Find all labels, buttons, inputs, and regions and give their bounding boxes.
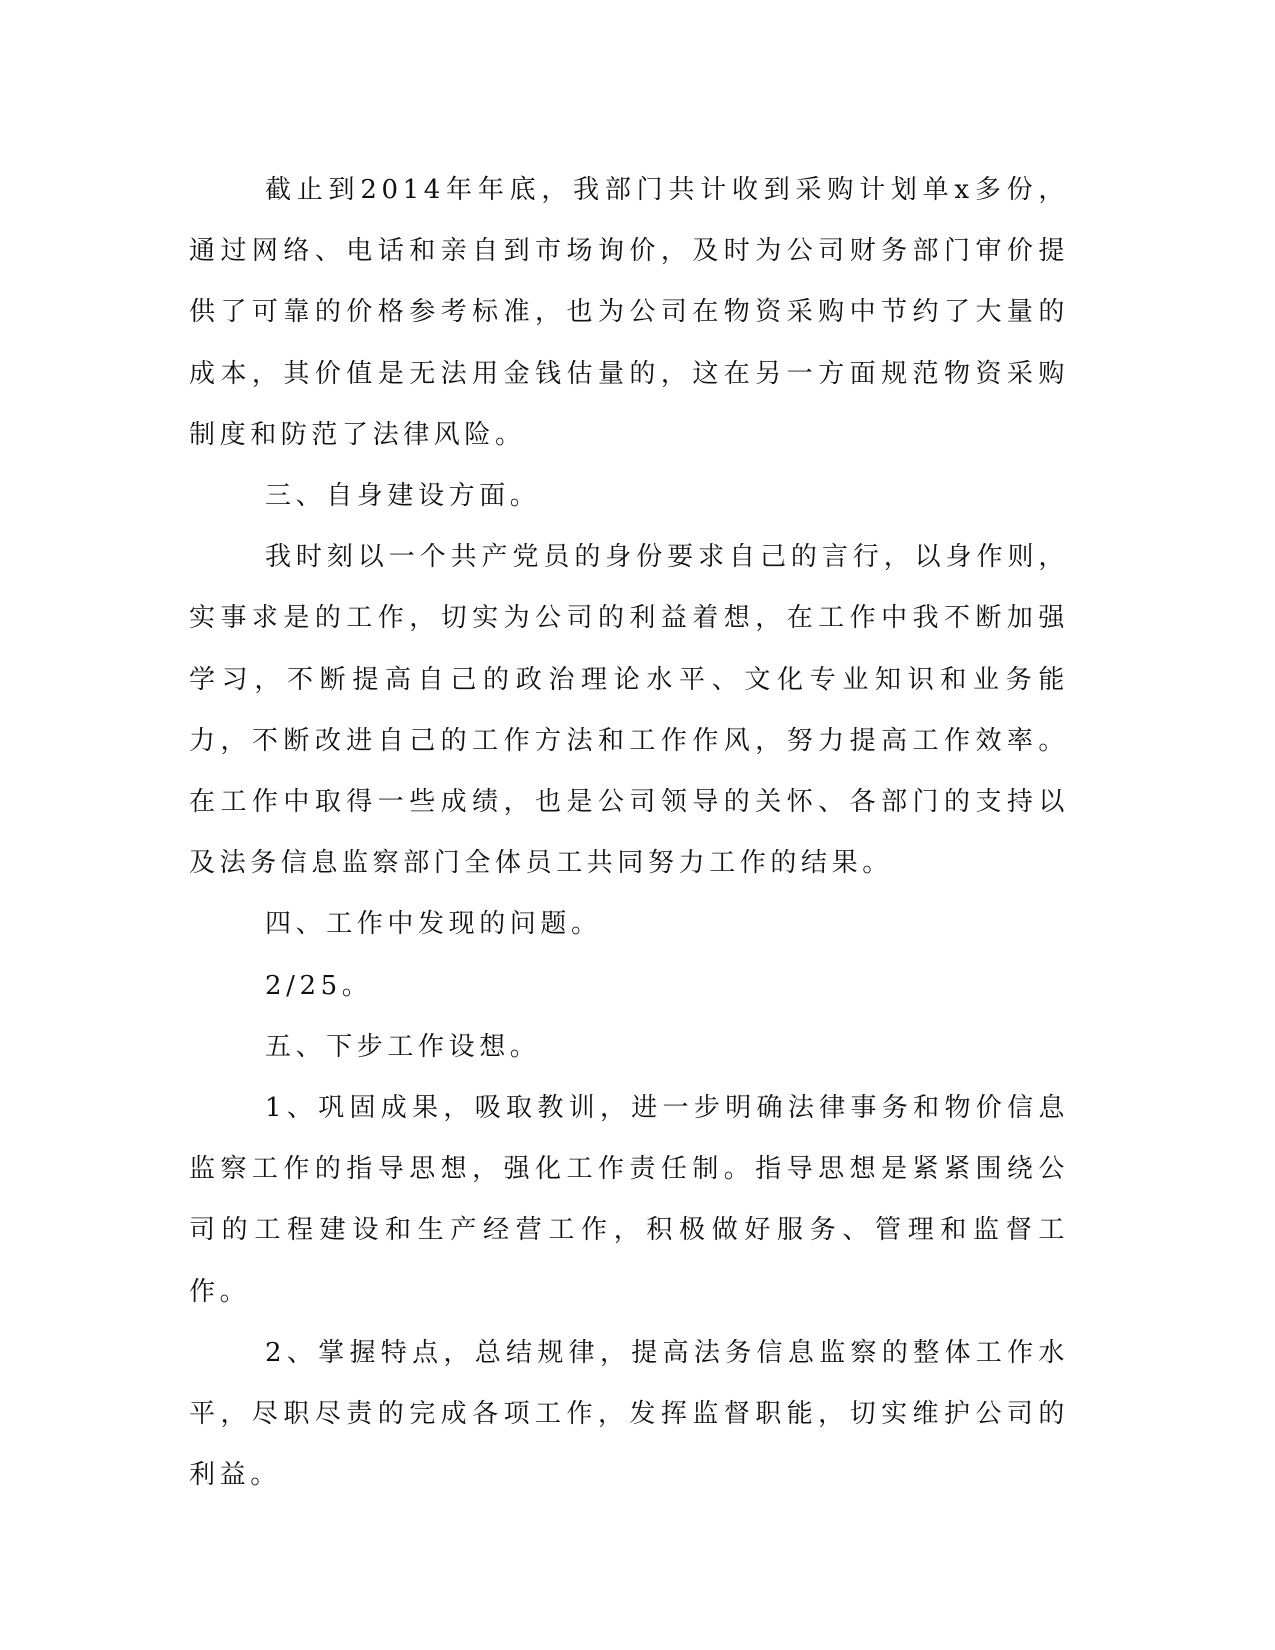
heading-problems-found: 四、工作中发现的问题。	[265, 909, 602, 940]
paragraph-self-development: 我时刻以一个共产党员的身份要求自己的言行，以身作则，实事求是的工作，切实为公司的利益着想，在工作中我不断加强学习，不断提高自己的政治理论水平、文化专业知识和业务能力，不断改进自己的工作方法和工作作风，努力提高工作效率。在工作中取得一些成绩，也是公司领导的关怀、各部门的支持以及法务信息监察部门全体员工共同努力工作的结果。	[189, 542, 1069, 879]
heading-next-steps: 五、下步工作设想。	[265, 1031, 541, 1062]
paragraph-procurement-summary: 截止到2014年年底，我部门共计收到采购计划单x多份，通过网络、电话和亲自到市场询价，及时为公司财务部门审价提供了可靠的价格参考标准，也为公司在物资采购中节约了大量的成本，其价值是无法用金钱估量的，这在另一方面规范物资采购制度和防范了法律风险。	[189, 175, 1069, 450]
heading-self-development: 三、自身建设方面。	[265, 481, 541, 512]
paragraph-next-step-2: 2、掌握特点，总结规律，提高法务信息监察的整体工作水平，尽职尽责的完成各项工作，发挥监督职能，切实维护公司的利益。	[189, 1337, 1069, 1491]
document-body	[189, 160, 1069, 1506]
paragraph-next-step-1: 1、巩固成果，吸取教训，进一步明确法律事务和物价信息监察工作的指导思想，强化工作责任制。指导思想是紧紧围绕公司的工程建设和生产经营工作，积极做好服务、管理和监督工作。	[189, 1093, 1069, 1307]
page-number-marker: 2/25。	[265, 970, 373, 1001]
